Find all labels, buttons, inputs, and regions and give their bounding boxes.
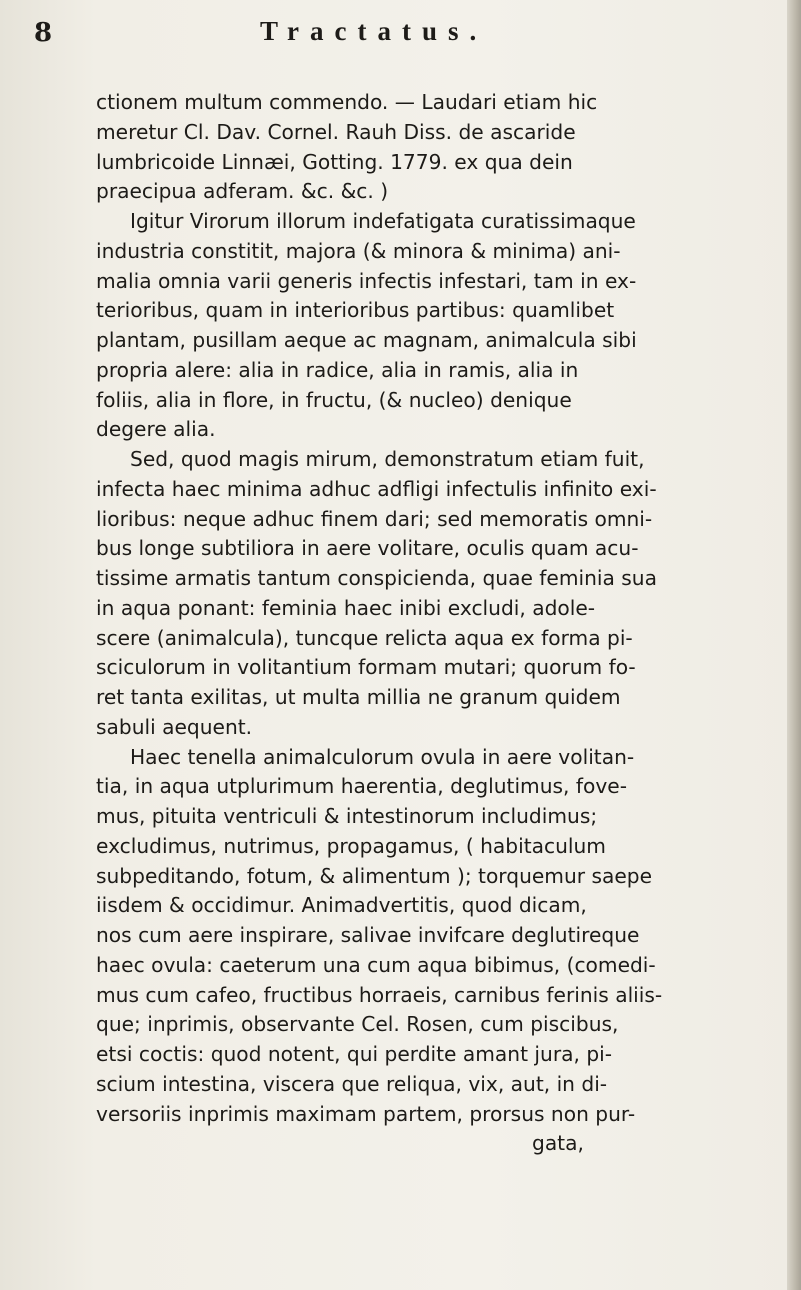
text-line: scere (animalcula), tuncque relicta aqua ex forma pi- xyxy=(96,625,633,650)
text-line: infecta haec minima adhuc adfligi infectulis infinito exi- xyxy=(96,476,657,501)
text-line: industria constitit, majora (& minora & minima) ani- xyxy=(96,238,621,263)
page-edge-shadow xyxy=(787,0,801,1290)
text-line: tia, in aqua utplurimum haerentia, deglutimus, fove- xyxy=(96,774,627,799)
paragraph-start-line: Haec tenella animalculorum ovula in aere volitan- xyxy=(130,744,635,769)
text-line: ret tanta exilitas, ut multa millia ne granum quidem xyxy=(96,685,621,709)
text-line: que; inprimis, observante Cel. Rosen, cum piscibus, xyxy=(96,1012,619,1037)
text-line: iisdem & occidimur. Animadvertitis, quod dicam, xyxy=(96,893,587,918)
text-line: versoriis inprimis maximam partem, prorsus non pur- xyxy=(96,1101,636,1126)
text-line: mus cum cafeo, fructibus horraeis, carnibus ferinis aliis- xyxy=(96,982,663,1007)
text-line: tissime armatis tantum conspicienda, quae feminia sua xyxy=(96,566,657,590)
text-line: scium intestina, viscera que reliqua, vix, aut, in di- xyxy=(96,1071,608,1096)
text-line: malia omnia varii generis infectis infestari, tam in ex- xyxy=(96,268,637,293)
running-title: Tractatus. xyxy=(260,16,488,46)
text-line: sabuli aequent. xyxy=(96,714,253,739)
text-line: mus, pituita ventriculi & intestinorum includimus; xyxy=(96,804,598,828)
paragraph-start-line: Igitur Virorum illorum indefatigata curatissimaque xyxy=(130,209,636,233)
body-text xyxy=(96,88,786,1159)
text-line: foliis, alia in flore, in fructu, (& nucleo) denique xyxy=(96,387,572,412)
text-line: propria alere: alia in radice, alia in ramis, alia in xyxy=(96,357,579,382)
text-line: sciculorum in volitantium formam mutari; quorum fo- xyxy=(96,655,636,680)
text-line: nos cum aere inspirare, salivae invifcare deglutireque xyxy=(96,923,640,947)
page-header xyxy=(34,12,774,52)
text-line: excludimus, nutrimus, propagamus, ( habitaculum xyxy=(96,833,606,858)
text-line: subpeditando, fotum, & alimentum ); torquemur saepe xyxy=(96,863,653,888)
text-line: praecipua adferam. &c. &c. ) xyxy=(96,179,389,204)
text-line: terioribus, quam in interioribus partibus: quamlibet xyxy=(96,298,615,323)
text-line: haec ovula: caeterum una cum aqua bibimus, (comedi- xyxy=(96,952,656,977)
text-line: lumbricoide Linnæi, Gotting. 1779. ex qua dein xyxy=(96,149,573,174)
text-line: ctionem multum commendo. — Laudari etiam hic xyxy=(96,90,598,114)
text-line: degere alia. xyxy=(96,417,216,442)
text-line: lioribus: neque adhuc finem dari; sed memoratis omni- xyxy=(96,506,653,531)
paragraph-start-line: Sed, quod magis mirum, demonstratum etiam fuit, xyxy=(130,447,645,471)
text-line: bus longe subtiliora in aere volitare, oculis quam acu- xyxy=(96,536,639,561)
page-number: 8 xyxy=(34,18,53,48)
text-line: in aqua ponant: feminia haec inibi excludi, adole- xyxy=(96,595,596,620)
text-line: meretur Cl. Dav. Cornel. Rauh Diss. de ascaride xyxy=(96,119,576,144)
text-line: etsi coctis: quod notent, qui perdite amant jura, pi- xyxy=(96,1042,613,1066)
catchword-line: gata, xyxy=(532,1131,584,1156)
text-line: plantam, pusillam aeque ac magnam, animalcula sibi xyxy=(96,328,637,352)
